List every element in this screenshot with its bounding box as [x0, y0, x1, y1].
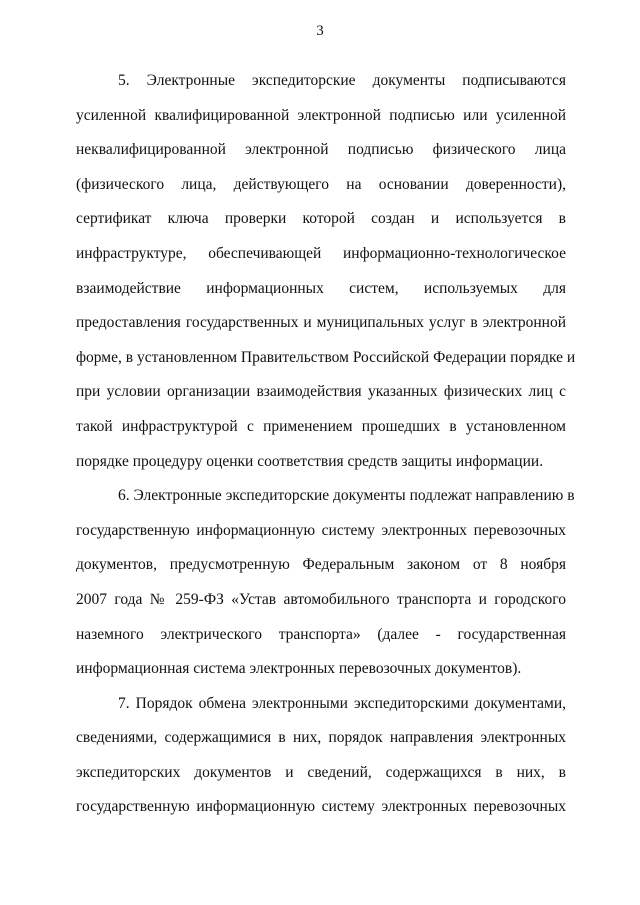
text-line: взаимодействие информационных систем, используемых для: [76, 279, 566, 297]
document-body: [76, 64, 576, 825]
paragraph-6: [76, 479, 575, 687]
text-line: государственную информационную систему электронных перевозочных: [76, 521, 566, 539]
text-line: экспедиторских документов и сведений, содержащихся в них, в: [76, 763, 566, 781]
text-line: наземного электрического транспорта» (далее - государственная: [76, 625, 566, 643]
text-line: 7. Порядок обмена электронными экспедиторскими документами,: [118, 694, 566, 712]
text-line: документов, предусмотренную Федеральным законом от 8 ноября: [76, 556, 566, 574]
text-line: усиленной квалифицированной электронной подписью или усиленной: [76, 106, 566, 124]
text-line: при условии организации взаимодействия указанных физических лиц с: [76, 383, 566, 401]
text-line: (физического лица, действующего на основании доверенности),: [76, 175, 566, 193]
text-line: государственную информационную систему электронных перевозочных: [76, 798, 566, 816]
text-line: информационная система электронных перевозочных документов).: [76, 660, 522, 678]
text-line: сертификат ключа проверки которой создан и используется в: [76, 210, 566, 228]
text-line: такой инфраструктурой с применением прошедших в установленном: [76, 417, 566, 435]
paragraph-5: [76, 64, 576, 479]
text-line: неквалифицированной электронной подписью физического лица: [76, 141, 566, 159]
text-line: форме, в установленном Правительством Российской Федерации порядке и: [76, 348, 576, 366]
text-line: сведениями, содержащимися в них, порядок направления электронных: [76, 729, 566, 747]
text-line: 2007 года № 259-ФЗ «Устав автомобильного транспорта и городского: [76, 590, 566, 608]
text-line: порядке процедуру оценки соответствия средств защиты информации.: [76, 452, 544, 470]
page-number: 3: [316, 23, 324, 39]
paragraph-7: [76, 687, 566, 825]
text-line: предоставления государственных и муниципальных услуг в электронной: [76, 314, 566, 332]
text-line: 6. Электронные экспедиторские документы подлежат направлению в: [118, 487, 575, 505]
text-line: 5. Электронные экспедиторские документы подписываются: [118, 72, 566, 89]
text-line: инфраструктуре, обеспечивающей информационно-технологическое: [76, 244, 566, 262]
